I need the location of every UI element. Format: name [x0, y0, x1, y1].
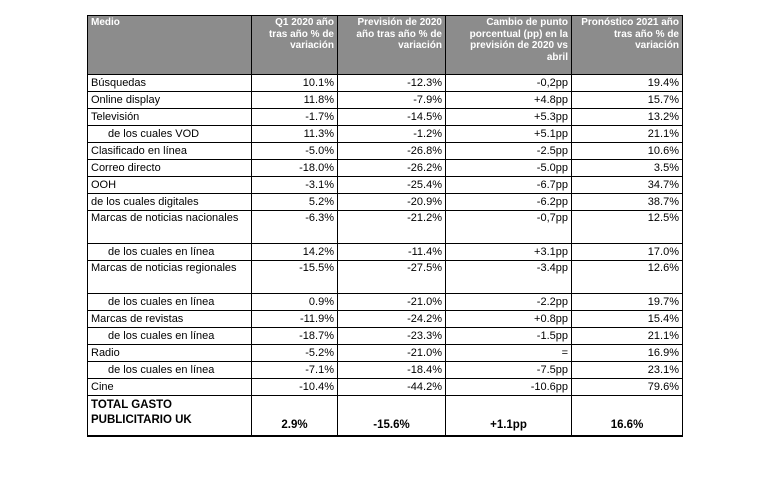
cell-q1: -10.4%: [252, 379, 338, 396]
cell-prev2020: -26.2%: [338, 160, 446, 177]
row-label: Marcas de noticias nacionales: [88, 211, 252, 244]
table-row: [88, 244, 683, 261]
cell-pron2021: 16.9%: [572, 345, 683, 362]
table-row: [88, 177, 683, 194]
total-row: [88, 396, 683, 437]
cell-pron2021: 21.1%: [572, 126, 683, 143]
cell-q1: -11.9%: [252, 311, 338, 328]
cell-pron2021: 13.2%: [572, 109, 683, 126]
cell-cambio: =: [446, 345, 572, 362]
cell-prev2020: -21.2%: [338, 211, 446, 244]
table-row: [88, 261, 683, 294]
cell-cambio: -1.5pp: [446, 328, 572, 345]
cell-cambio: -2.2pp: [446, 294, 572, 311]
table-row: [88, 75, 683, 92]
cell-q1: 11.8%: [252, 92, 338, 109]
cell-q1: -5.0%: [252, 143, 338, 160]
table-row: [88, 126, 683, 143]
cell-cambio: -0,7pp: [446, 211, 572, 244]
cell-prev2020: -25.4%: [338, 177, 446, 194]
table-row: [88, 362, 683, 379]
cell-prev2020: -18.4%: [338, 362, 446, 379]
cell-q1: -6.3%: [252, 211, 338, 244]
cell-q1: 14.2%: [252, 244, 338, 261]
row-label: de los cuales en línea: [88, 244, 252, 261]
cell-cambio: +3.1pp: [446, 244, 572, 261]
table-row: [88, 143, 683, 160]
row-label: OOH: [88, 177, 252, 194]
cell-prev2020: -27.5%: [338, 261, 446, 294]
row-label: de los cuales digitales: [88, 194, 252, 211]
cell-q1: 5.2%: [252, 194, 338, 211]
row-label: Online display: [88, 92, 252, 109]
cell-prev2020: -20.9%: [338, 194, 446, 211]
cell-cambio: +5.1pp: [446, 126, 572, 143]
cell-pron2021: 10.6%: [572, 143, 683, 160]
cell-q1: -18.0%: [252, 160, 338, 177]
ad-spend-table: [87, 15, 683, 437]
total-label: TOTAL GASTO PUBLICITARIO UK: [88, 396, 252, 437]
cell-prev2020: -21.0%: [338, 294, 446, 311]
row-label: de los cuales VOD: [88, 126, 252, 143]
cell-pron2021: 38.7%: [572, 194, 683, 211]
cell-prev2020: -14.5%: [338, 109, 446, 126]
table-row: [88, 92, 683, 109]
cell-prev2020: -44.2%: [338, 379, 446, 396]
table-row: [88, 160, 683, 177]
table-row: [88, 328, 683, 345]
cell-cambio: -10.6pp: [446, 379, 572, 396]
cell-cambio: -5.0pp: [446, 160, 572, 177]
cell-pron2021: 15.4%: [572, 311, 683, 328]
cell-q1: -5.2%: [252, 345, 338, 362]
total-q1: 2.9%: [252, 396, 338, 437]
row-label: Cine: [88, 379, 252, 396]
header-row: [88, 16, 683, 75]
cell-q1: -7.1%: [252, 362, 338, 379]
cell-cambio: +0.8pp: [446, 311, 572, 328]
cell-pron2021: 15.7%: [572, 92, 683, 109]
cell-cambio: +4.8pp: [446, 92, 572, 109]
cell-cambio: -6.7pp: [446, 177, 572, 194]
cell-prev2020: -7.9%: [338, 92, 446, 109]
row-label: Búsquedas: [88, 75, 252, 92]
table-row: [88, 194, 683, 211]
table-row: [88, 379, 683, 396]
cell-q1: 10.1%: [252, 75, 338, 92]
cell-prev2020: -21.0%: [338, 345, 446, 362]
row-label: Radio: [88, 345, 252, 362]
table-row: [88, 211, 683, 244]
header-medio: Medio: [88, 16, 252, 75]
cell-cambio: -3.4pp: [446, 261, 572, 294]
cell-pron2021: 17.0%: [572, 244, 683, 261]
cell-prev2020: -26.8%: [338, 143, 446, 160]
cell-pron2021: 19.7%: [572, 294, 683, 311]
header-cambio-pp: Cambio de punto porcentual (pp) en la previsión de 2020 vs abril: [446, 16, 572, 75]
cell-pron2021: 21.1%: [572, 328, 683, 345]
cell-cambio: -6.2pp: [446, 194, 572, 211]
cell-pron2021: 12.6%: [572, 261, 683, 294]
cell-q1: 0.9%: [252, 294, 338, 311]
row-label: Televisión: [88, 109, 252, 126]
cell-prev2020: -23.3%: [338, 328, 446, 345]
cell-q1: -3.1%: [252, 177, 338, 194]
total-cambio: +1.1pp: [446, 396, 572, 437]
header-pronostico-2021: Pronóstico 2021 año tras año % de variación: [572, 16, 683, 75]
cell-q1: 11.3%: [252, 126, 338, 143]
total-prev2020: -15.6%: [338, 396, 446, 437]
row-label: de los cuales en línea: [88, 362, 252, 379]
header-prevision-2020: Previsión de 2020 año tras año % de variación: [338, 16, 446, 75]
total-pron2021: 16.6%: [572, 396, 683, 437]
row-label: Marcas de noticias regionales: [88, 261, 252, 294]
cell-prev2020: -24.2%: [338, 311, 446, 328]
cell-pron2021: 79.6%: [572, 379, 683, 396]
cell-cambio: -7.5pp: [446, 362, 572, 379]
row-label: de los cuales en línea: [88, 328, 252, 345]
cell-cambio: +5.3pp: [446, 109, 572, 126]
row-label: Correo directo: [88, 160, 252, 177]
table-row: [88, 311, 683, 328]
cell-prev2020: -11.4%: [338, 244, 446, 261]
cell-pron2021: 23.1%: [572, 362, 683, 379]
cell-q1: -18.7%: [252, 328, 338, 345]
cell-prev2020: -1.2%: [338, 126, 446, 143]
row-label: Clasificado en línea: [88, 143, 252, 160]
cell-pron2021: 12.5%: [572, 211, 683, 244]
table-row: [88, 345, 683, 362]
cell-prev2020: -12.3%: [338, 75, 446, 92]
cell-q1: -1.7%: [252, 109, 338, 126]
cell-pron2021: 19.4%: [572, 75, 683, 92]
table-row: [88, 109, 683, 126]
cell-cambio: -0,2pp: [446, 75, 572, 92]
cell-pron2021: 3.5%: [572, 160, 683, 177]
row-label: de los cuales en línea: [88, 294, 252, 311]
cell-cambio: -2.5pp: [446, 143, 572, 160]
table-row: [88, 294, 683, 311]
cell-pron2021: 34.7%: [572, 177, 683, 194]
header-q1-2020: Q1 2020 año tras año % de variación: [252, 16, 338, 75]
row-label: Marcas de revistas: [88, 311, 252, 328]
cell-q1: -15.5%: [252, 261, 338, 294]
